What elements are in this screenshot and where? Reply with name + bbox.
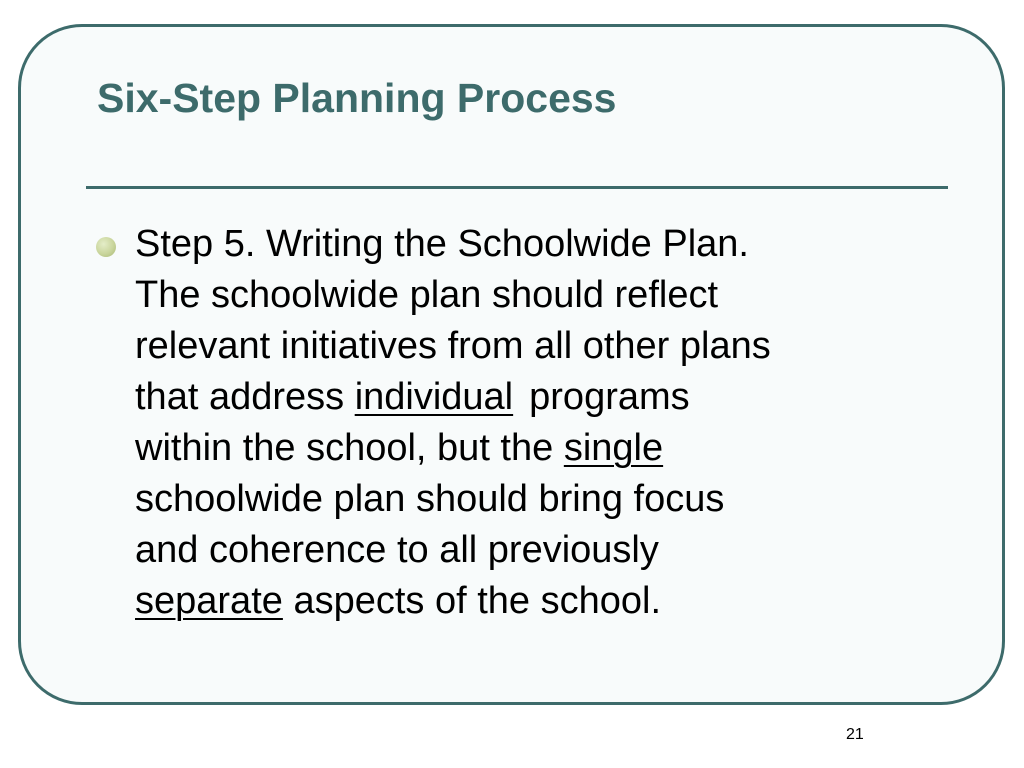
body-line-1: Step 5. Writing the Schoolwide Plan. <box>135 223 749 265</box>
emphasis-single: single <box>563 427 664 469</box>
body-line-4-end: programs <box>529 376 690 418</box>
emphasis-separate: separate <box>135 580 283 622</box>
slide-title: Six-Step Planning Process <box>97 75 617 121</box>
bullet-text <box>135 219 940 627</box>
emphasis-individual: individual <box>354 376 514 418</box>
body-line-5-start: within the school, but the <box>135 427 564 469</box>
page-number: 21 <box>846 726 864 743</box>
body-line-8-end: aspects of the school. <box>282 580 661 622</box>
body-line-3: relevant initiatives from all other plans <box>135 325 771 367</box>
bullet-dot-icon <box>96 237 116 257</box>
body-line-7: and coherence to all previously <box>135 529 659 571</box>
body-line-8 <box>135 576 940 627</box>
title-divider <box>86 186 948 189</box>
body-line-4 <box>135 372 940 423</box>
body-line-4-start: that address <box>135 376 355 418</box>
body-line-6: schoolwide plan should bring focus <box>135 478 725 520</box>
body-line-5 <box>135 423 940 474</box>
body-line-2: The schoolwide plan should reflect <box>135 274 719 316</box>
